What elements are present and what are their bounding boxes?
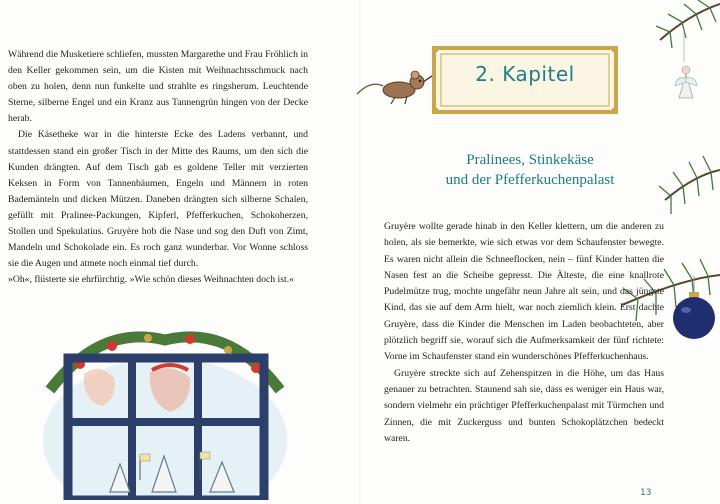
angel-ornament-icon: [674, 62, 698, 102]
paragraph: Gruyère streckte sich auf Zehenspitzen in die Höhe, um das Haus genauer zu betrachten. Staunend sah sie, dass es weniger ein Haus war, sondern vielmehr ein prächtiger Pfefferkuchenpalast mit Türmchen und Zinnen, die mit Zuckerguss und bunten Schokoplätzchen bedeckt waren.: [384, 367, 664, 444]
chapter-subtitle: [380, 150, 680, 190]
paragraph: Gruyère wollte gerade hinab in den Keller klettern, um die anderen zu holen, als sie bemerkte, wie sich etwas vor dem Schaufenster bewegte. Es waren nicht allein die Schneeflocken, nein – fünf Kinder hatten die Nasen fest an die Scheibe gepresst. Die Älteste, die eine knallrote Pudelmütze trug, mochte ungefähr neun Jahre alt sein, und das jüngste Kind, das sie auf dem Arm hielt, war noch ziemlich klein. Erst dachte Gruyère, dass die Kinder die Menschen im Laden beobachteten, aber plötzlich begriff sie, worauf sich die Aufmerksamkeit der fünf richtete: Vorne im Schaufenster stand ein wunderschönes Pfefferkuchenhaus.: [384, 221, 664, 363]
subtitle-line: und der Pfefferkuchenpalast: [445, 172, 615, 188]
left-page-text: [8, 47, 308, 288]
window-illustration: [40, 330, 290, 500]
paragraph: Die Käsetheke war in die hinterste Ecke des Ladens verbannt, und stattdessen stand ein großer Tisch in der Mitte des Raums, um den sich die Kunden drängten. Auf dem Tisch gab es goldene Teller mit verzierten Keksen in Form von Tannenbäumen, Engeln und Männern in roten Bademänteln und dicken Mützen. Daneben drängten sich silberne Schalen, gefüllt mit Pralinee-Packungen, Kipferl, Pfefferkuchen, Schokoherzen, Stollen und Spekulatius. Gruyère hob die Nase und sog den Duft von Zimt, Mandeln und Schokolade ein. Es roch ganz wunderbar. Vor Wonne schloss sie die Augen und atmete noch einmal tief durch.: [8, 129, 308, 270]
paragraph: »Oh«, flüsterte sie ehrfürchtig. »Wie schön dieses Weihnachten doch ist.«: [8, 274, 294, 286]
right-page-text: [384, 219, 664, 447]
subtitle-line: Pralinees, Stinkekäse: [466, 152, 594, 168]
page-number: 13: [640, 488, 652, 498]
paragraph: Während die Musketiere schliefen, mussten Margarethe und Frau Fröhlich in den Keller gekommen sein, um die Kisten mit Weihnachtsschmuck nach oben zu holen, denn nun funkelte und strahlte es ringsherum. Leuchtende Sterne, silberne Engel und ein Kranz aus Tannengrün hingen von der Decke herab.: [8, 49, 308, 125]
bauble-ornament-icon: [668, 276, 720, 342]
chapter-title: 2. Kapitel: [475, 62, 575, 86]
